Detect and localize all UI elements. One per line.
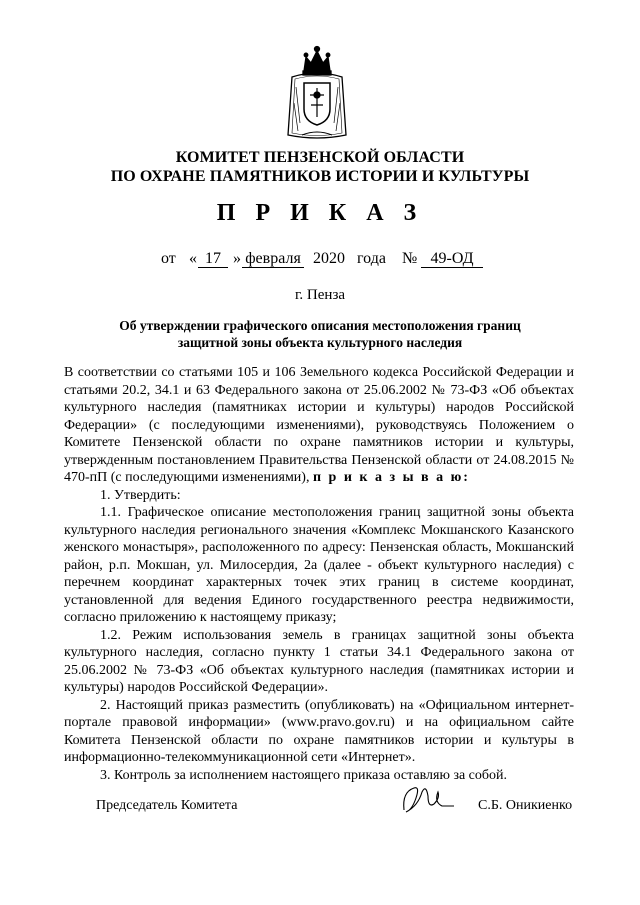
paragraph-1: 1. Утвердить: bbox=[100, 487, 181, 503]
order-number: 49-ОД bbox=[421, 250, 483, 268]
coat-of-arms-icon bbox=[282, 43, 352, 143]
quote-close: » bbox=[233, 250, 241, 267]
preamble-text: В соответствии со статьями 105 и 106 Земельного кодекса Российской Федерации и статьями 20.2, 34.1 и 63 Федерального закона от 25.06.2002 № 73-ФЗ «Об объектах культурного наследия (памятниках истории и культуры) народов Российской Федерации» (с последующими изменениями), руководствуясь Положением о Комитете Пензенской области по охране памятников истории и культуры, утвержденным постановлением Правительства Пензенской области от 24.08.2015 № 470-пП (с последующими изменениями), bbox=[64, 365, 574, 485]
preamble-paragraph bbox=[64, 364, 574, 487]
handwritten-signature bbox=[398, 780, 458, 820]
signatory-name: С.Б. Оникиенко bbox=[478, 798, 573, 813]
date-number-line bbox=[0, 250, 640, 272]
org-name-line1: КОМИТЕТ ПЕНЗЕНСКОЙ ОБЛАСТИ bbox=[175, 149, 465, 166]
org-name-line2: ПО ОХРАНЕ ПАМЯТНИКОВ ИСТОРИИ И КУЛЬТУРЫ bbox=[110, 168, 530, 185]
city-label: г. Пенза bbox=[294, 287, 346, 303]
paragraph-1-2: 1.2. Режим использования земель в границах защитной зоны объекта культурного наследия, согласно пункту 1 статьи 34.1 Федерального закона от 25.06.2002 № 73-ФЗ «Об объектах культурного наследия (памятниках истории и культуры) народов Российской Федерации». bbox=[64, 627, 574, 695]
order-body bbox=[64, 364, 574, 784]
quote-open: « bbox=[189, 250, 197, 267]
document-type-title: П Р И К А З bbox=[216, 200, 424, 226]
date-day: 17 bbox=[198, 250, 228, 268]
signatory-title: Председатель Комитета bbox=[96, 798, 238, 813]
number-sign: № bbox=[402, 250, 418, 267]
paragraph-2: 2. Настоящий приказ разместить (опубликовать) на «Официальном интернет-портале правовой информации» (www.pravo.gov.ru) и на официальном сайте Комитета Пензенской области по охране памятников истории и культуры в информационно-телекоммуникационной сети «Интернет». bbox=[64, 697, 574, 765]
subject-line1: Об утверждении графического описания местоположения границ bbox=[119, 318, 521, 333]
paragraph-1-1: 1.1. Графическое описание местоположения границ защитной зоны объекта культурного наследия регионального значения «Комплекс Мокшанского Казанского женского монастыря», расположенного по адресу: Пензенская область, Мокшанский район, р.п. Мокшан, ул. Милосердия, 2а (далее - объект культурного наследия) с перечнем координат характерных точек этих границ в системе координат, установленной для ведения Единого государственного реестра недвижимости, согласно приложению к настоящему приказу; bbox=[64, 505, 574, 625]
subject-line2: защитной зоны объекта культурного наследия bbox=[177, 335, 463, 350]
date-year: 2020 bbox=[313, 250, 345, 267]
paragraph-3: 3. Контроль за исполнением настоящего приказа оставляю за собой. bbox=[100, 767, 508, 783]
date-month: февраля bbox=[242, 250, 304, 268]
year-label: года bbox=[357, 250, 386, 267]
from-label: от bbox=[161, 250, 176, 267]
order-word: п р и к а з ы в а ю: bbox=[312, 470, 470, 485]
